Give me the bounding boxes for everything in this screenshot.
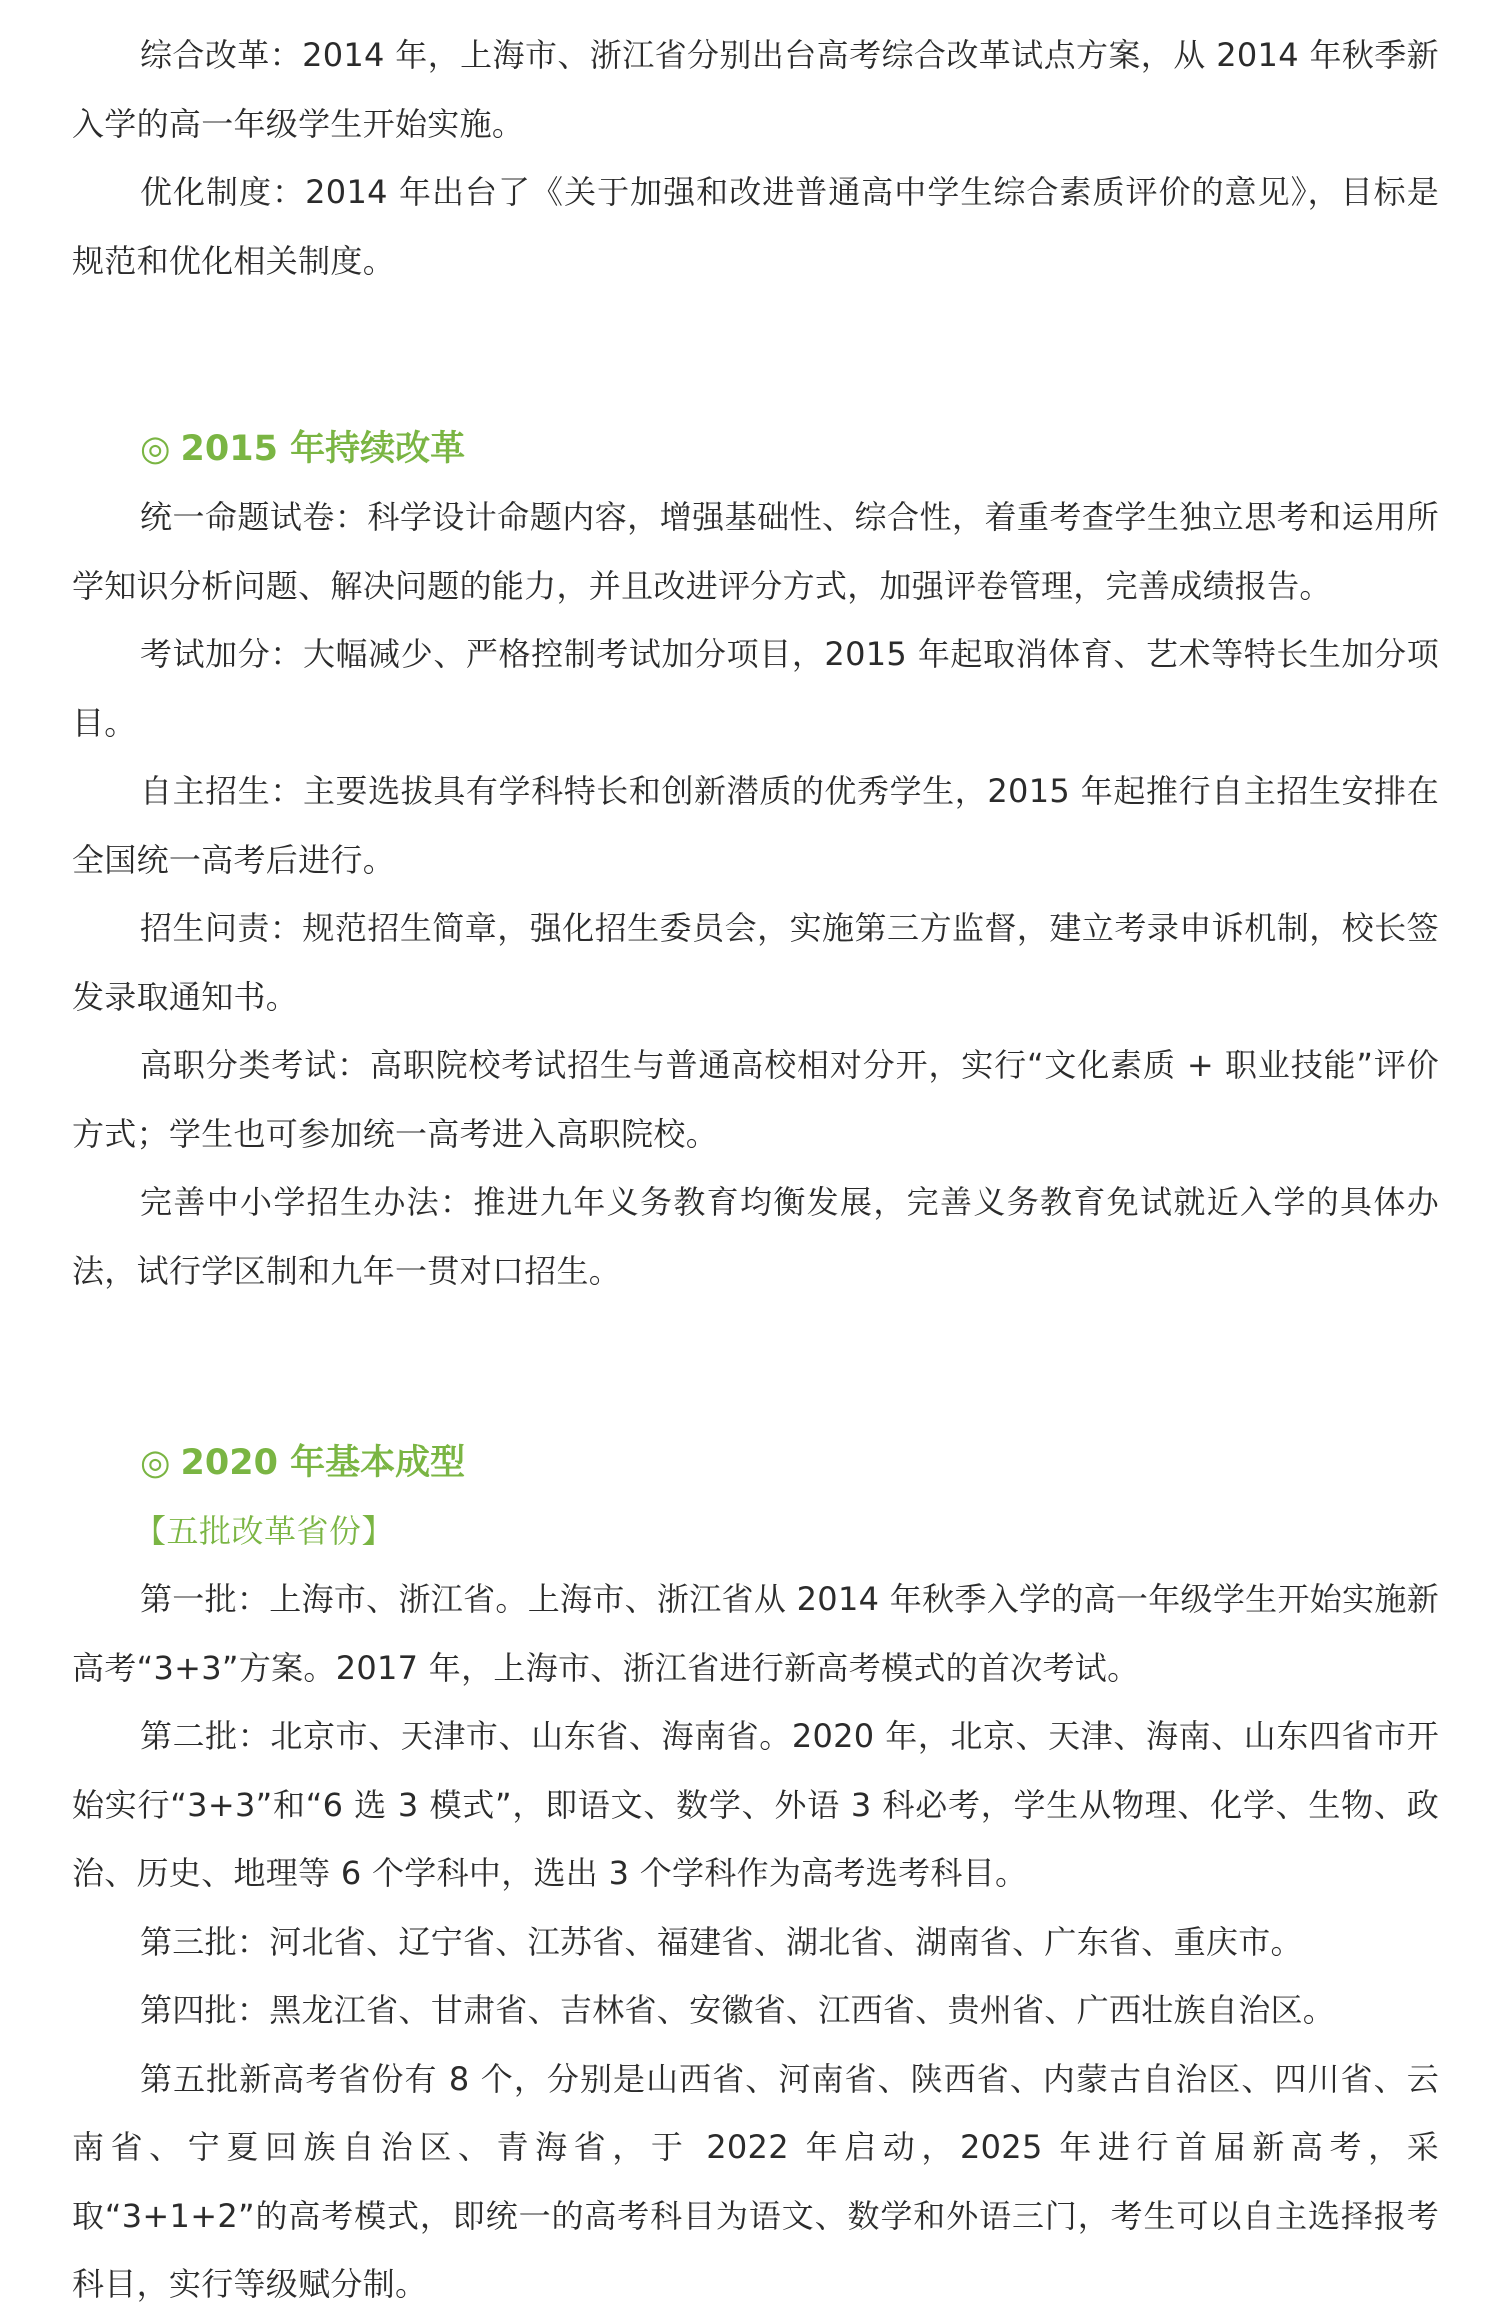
intro-section [72, 0, 1439, 295]
section-2020 [72, 1429, 1439, 2319]
paragraph-batch-4: 第四批：黑龙江省、甘肃省、吉林省、安徽省、江西省、贵州省、广西壮族自治区。 [140, 1991, 1336, 2029]
paragraph-vocational-exam: 高职分类考试：高职院校考试招生与普通高校相对分开，实行“文化素质 + 职业技能”评价方式；学生也可参加统一高考进入高职院校。 [72, 1046, 1439, 1153]
paragraph-batch-3: 第三批：河北省、辽宁省、江苏省、福建省、湖北省、湖南省、广东省、重庆市。 [140, 1922, 1303, 1961]
paragraph-independent-admission: 自主招生：主要选拔具有学科特长和创新潜质的优秀学生，2015 年起推行自主招生安排在全国统一高考后进行。 [72, 772, 1439, 879]
section-2015 [72, 415, 1439, 1305]
section-title-2020-text: 2020 年基本成型 [180, 1443, 466, 1483]
paragraph-school-admission: 完善中小学招生办法：推进九年义务教育均衡发展，完善义务教育免试就近入学的具体办法，试行学区制和九年一贯对口招生。 [72, 1183, 1439, 1290]
paragraph-batch-2: 第二批：北京市、天津市、山东省、海南省。2020 年，北京、天津、海南、山东四省市开始实行“3+3”和“6 选 3 模式”，即语文、数学、外语 3 科必考，学生从物理、化学、生物、政治、历史、地理等 6 个学科中，选出 3 个学科作为高考选考科目。 [72, 1717, 1439, 1892]
paragraph-bonus-points: 考试加分：大幅减少、严格控制考试加分项目，2015 年起取消体育、艺术等特长生加分项目。 [72, 635, 1439, 742]
paragraph-comprehensive-reform: 综合改革：2014 年，上海市、浙江省分别出台高考综合改革试点方案，从 2014 年秋季新入学的高一年级学生开始实施。 [72, 36, 1439, 143]
paragraph-batch-5: 第五批新高考省份有 8 个，分别是山西省、河南省、陕西省、内蒙古自治区、四川省、云南省、宁夏回族自治区、青海省，于 2022 年启动，2025 年进行首届新高考，采取“3+1+2”的高考模式，即统一的高考科目为语文、数学和外语三门，考生可以自主选择报考科目，实行等级赋分制。 [72, 2059, 1439, 2303]
section-title-2015 [72, 415, 1439, 483]
paragraph-batch-1: 第一批：上海市、浙江省。上海市、浙江省从 2014 年秋季入学的高一年级学生开始实施新高考“3+3”方案。2017 年，上海市、浙江省进行新高考模式的首次考试。 [72, 1580, 1439, 1687]
circle-bullet-icon: ◎ [140, 1443, 171, 1483]
paragraph-optimize-system: 优化制度：2014 年出台了《关于加强和改进普通高中学生综合素质评价的意见》，目标是规范和优化相关制度。 [72, 173, 1439, 280]
subheading-five-batches: 【五批改革省份】 [134, 1512, 395, 1550]
paragraph-unified-exam: 统一命题试卷：科学设计命题内容，增强基础性、综合性，着重考查学生独立思考和运用所学知识分析问题、解决问题的能力，并且改进评分方式，加强评卷管理，完善成绩报告。 [72, 498, 1439, 605]
paragraph-admission-accountability: 招生问责：规范招生简章，强化招生委员会，实施第三方监督，建立考录申诉机制，校长签发录取通知书。 [72, 909, 1439, 1016]
section-title-2015-text: 2015 年持续改革 [180, 429, 466, 469]
section-title-2020 [72, 1429, 1439, 1497]
circle-bullet-icon: ◎ [140, 429, 171, 469]
